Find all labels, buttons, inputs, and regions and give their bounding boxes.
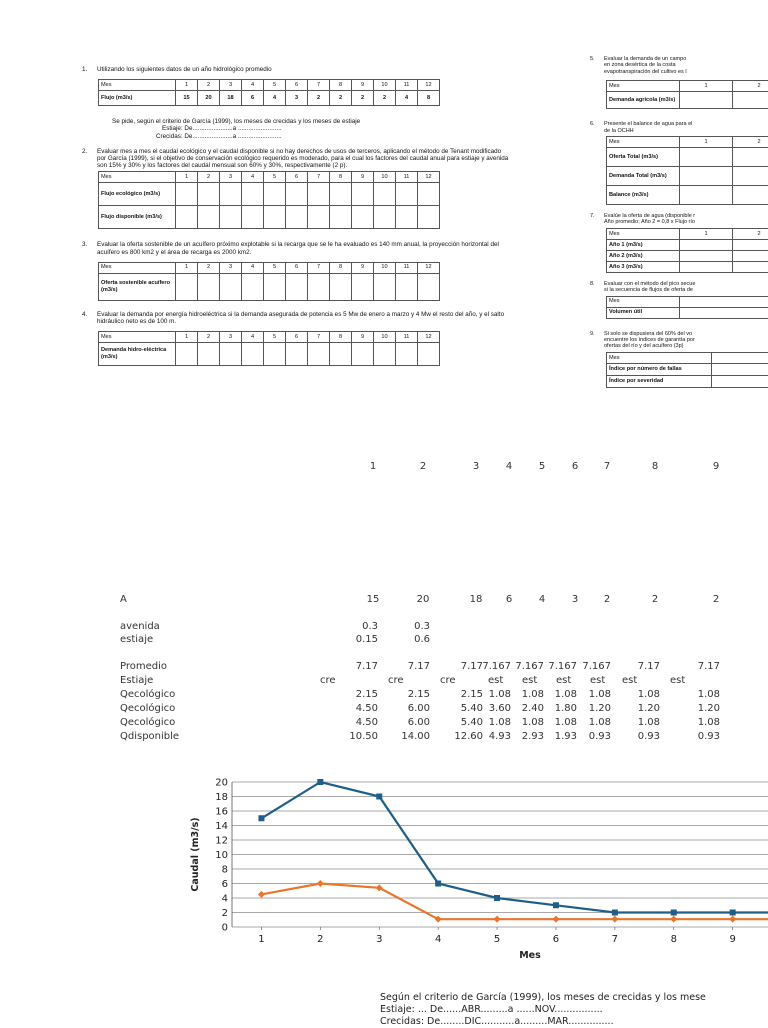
y-tick-label: 10 (215, 850, 228, 861)
value-cell: 18 (220, 91, 242, 106)
answer-line: Crecidas: De........DIC...........a.........MAR............... (380, 1016, 706, 1028)
month-header: Mes (607, 228, 680, 239)
row-label: Qecológico (120, 717, 175, 728)
month-cell: 4 (242, 332, 264, 343)
y-tick-label: 8 (222, 865, 228, 876)
cell-value: 0.6 (370, 634, 430, 645)
value-cell: 20 (198, 91, 220, 106)
row-label: Demanda agrícola (m3/s) (607, 92, 680, 109)
cell-value: 1.80 (517, 703, 577, 714)
data-point (612, 910, 618, 916)
row-label: Demanda Total (m3/s) (607, 167, 680, 186)
data-point (730, 910, 736, 916)
cell-value: 4 (522, 594, 562, 605)
row-label: Flujo ecológico (m3/s) (99, 183, 176, 206)
column-header: 1 (353, 461, 393, 472)
month-cell: 11 (396, 332, 418, 343)
value-cell: 2 (352, 91, 374, 106)
x-tick-label: 9 (729, 934, 735, 945)
cell-value: est (590, 675, 605, 686)
x-tick-label: 8 (671, 934, 677, 945)
row-label: estiaje (120, 634, 153, 645)
month-cell: 6 (286, 172, 308, 183)
x-axis-label: Mes (519, 950, 541, 961)
row-label: Qecológico (120, 689, 175, 700)
cell: 2 (733, 137, 768, 148)
cell-value: est (670, 675, 685, 686)
row-label: Oferta sostenible acuífero (m3/s) (99, 273, 176, 300)
month-cell: 8 (330, 172, 352, 183)
cell-value: 7.17 (370, 661, 430, 672)
series-line (262, 782, 768, 913)
question-text: Evaluar mes a mes el caudal ecológico y el caudal disponible si no hay derechos de usos de terceros, aplicando el método de Tenant modificado por García (1999), si el objetivo de conservación ecológico requerido es moderado, para el cual los factores del caudal anual para estiaje y avenida son 15% y 30% y los factores del caudal mensual son 60% y 30%, respectivamente (2 p). (97, 148, 512, 170)
value-cell: 15 (176, 91, 198, 106)
data-point (258, 891, 265, 898)
row-label: Oferta Total (m3/s) (607, 148, 680, 167)
month-cell: 5 (264, 332, 286, 343)
month-cell: 3 (220, 172, 242, 183)
value-cell: 2 (374, 91, 396, 106)
cell-value: 1.08 (551, 717, 611, 728)
question-number: 3. (82, 241, 97, 248)
month-cell: 3 (220, 332, 242, 343)
month-cell: 1 (176, 80, 198, 91)
month-cell: 4 (242, 80, 264, 91)
month-cell: 4 (242, 262, 264, 273)
month-header: Mes (99, 262, 176, 273)
cell-value: 7.167 (517, 661, 577, 672)
cell-value: 1.08 (600, 717, 660, 728)
data-point (435, 881, 441, 887)
cell-value: 0.93 (660, 731, 720, 742)
value-cell: 3 (286, 91, 308, 106)
column-header: 8 (635, 461, 675, 472)
cell-value: 1.08 (451, 717, 511, 728)
y-tick-label: 18 (215, 792, 228, 803)
question-line: Si solo se dispusiera del 60% del vo (604, 331, 692, 337)
month-cell: 6 (286, 80, 308, 91)
column-header: 7 (587, 461, 627, 472)
month-cell: 1 (176, 262, 198, 273)
month-cell: 7 (308, 172, 330, 183)
series-line (262, 884, 768, 920)
row-label: Qdisponible (120, 731, 179, 742)
cell-value: 1.08 (517, 689, 577, 700)
cell-value: cre (388, 675, 404, 686)
cell-value: 2.15 (423, 689, 483, 700)
column-header: 6 (555, 461, 595, 472)
month-cell: 6 (286, 262, 308, 273)
row-label: avenida (120, 621, 160, 632)
cell-value: 0.3 (370, 621, 430, 632)
data-point (670, 916, 677, 923)
question-number: 5. (590, 56, 604, 62)
cell-value: 5.40 (423, 703, 483, 714)
x-tick-label: 4 (435, 934, 441, 945)
column-header: 2 (403, 461, 443, 472)
cell-value: 2.15 (370, 689, 430, 700)
cell-value: 1.08 (517, 717, 577, 728)
month-cell: 12 (418, 332, 440, 343)
cell: 1 (680, 81, 733, 92)
month-cell: 3 (220, 80, 242, 91)
flow-line-chart (190, 772, 768, 962)
column-header: 3 (456, 461, 496, 472)
month-cell: 4 (242, 172, 264, 183)
cell-value: 4.50 (318, 717, 378, 728)
data-point (611, 916, 618, 923)
question-number: 7. (590, 213, 604, 219)
value-cell: 8 (418, 91, 440, 106)
cell-value: 1.08 (484, 717, 544, 728)
cell: 2 (733, 228, 768, 239)
month-header: Mes (607, 81, 680, 92)
month-cell: 2 (198, 262, 220, 273)
y-tick-label: 20 (215, 778, 228, 789)
month-cell: 7 (308, 80, 330, 91)
row-label: Índice por número de fallas (607, 363, 712, 375)
data-point (317, 779, 323, 785)
month-cell: 10 (374, 80, 396, 91)
cell-value: 2.15 (318, 689, 378, 700)
month-cell: 10 (374, 172, 396, 183)
column-header: 9 (696, 461, 736, 472)
column-header: 5 (522, 461, 562, 472)
question-text: Utilizando los siguientes datos de un año hidrológico promedio (97, 66, 272, 73)
row-label: Qecológico (120, 703, 175, 714)
cell-value: 6.00 (370, 703, 430, 714)
month-cell: 11 (396, 80, 418, 91)
question-number: 8. (590, 281, 604, 287)
row-label: A (120, 594, 127, 605)
month-cell: 9 (352, 80, 374, 91)
value-cell: 6 (242, 91, 264, 106)
cell-value: 0.93 (600, 731, 660, 742)
data-point (317, 880, 324, 887)
y-tick-label: 6 (222, 879, 228, 890)
month-header: Mes (607, 352, 712, 363)
y-tick-label: 14 (215, 821, 228, 832)
x-tick-label: 2 (317, 934, 323, 945)
answer-line: Según el criterio de García (1999), los meses de crecidas y los mese (380, 992, 706, 1004)
row-label: Volumen útil (607, 307, 680, 318)
cell: 2 (733, 81, 768, 92)
value-cell: 2 (308, 91, 330, 106)
question-line: Evalúe la oferta de agua (disponible r (604, 213, 695, 219)
row-label: Año 1 (m3/s) (607, 239, 680, 250)
value-cell: 4 (396, 91, 418, 106)
question-line: Evaluar la demanda de un campo (604, 56, 686, 62)
cell-value: 2.40 (484, 703, 544, 714)
cell-value: 14.00 (370, 731, 430, 742)
data-point (552, 916, 559, 923)
cell-value: 4.50 (318, 703, 378, 714)
cell-value: 2 (587, 594, 627, 605)
data-point (729, 916, 736, 923)
row-label: Año 3 (m3/s) (607, 261, 680, 272)
month-cell: 12 (418, 172, 440, 183)
answer-text (380, 992, 706, 1028)
column-header: 4 (489, 461, 529, 472)
x-tick-label: 5 (494, 934, 500, 945)
x-tick-label: 6 (553, 934, 559, 945)
cell-value: 5.40 (423, 717, 483, 728)
question-line: si la secuencia de flujos de oferta de (604, 287, 693, 293)
question-line: Presente el balance de agua para el (604, 121, 692, 127)
x-tick-label: 1 (258, 934, 264, 945)
month-cell: 2 (198, 332, 220, 343)
month-cell: 5 (264, 80, 286, 91)
cell-value: 1.08 (484, 689, 544, 700)
cell-value: 1.08 (551, 689, 611, 700)
cell-value: 3 (555, 594, 595, 605)
cell-value: est (488, 675, 503, 686)
cell-value: 18 (456, 594, 496, 605)
month-cell: 1 (176, 332, 198, 343)
month-cell: 10 (374, 262, 396, 273)
cell-value: 7.167 (484, 661, 544, 672)
data-point (258, 815, 264, 821)
y-axis-label: Caudal (m3/s) (190, 817, 201, 891)
row-label: Demanda hidro-eléctrica (m3/s) (99, 343, 176, 366)
cell-value: 6 (489, 594, 529, 605)
cell: 1 (680, 137, 733, 148)
cell-value: 0.93 (551, 731, 611, 742)
month-cell: 5 (264, 172, 286, 183)
cell-value: 1.08 (660, 717, 720, 728)
question-line: Evaluar con el método del pico secue (604, 281, 695, 287)
cell-value: est (522, 675, 537, 686)
cell-value: 1.08 (600, 689, 660, 700)
row-label: Promedio (120, 661, 167, 672)
month-cell: 3 (220, 262, 242, 273)
question-number: 6. (590, 121, 604, 127)
question-line: encuentre los índices de garantía por (604, 337, 695, 343)
cell-value: 1.08 (660, 689, 720, 700)
question-line: de la OCHH (604, 128, 634, 134)
question-line: en zona desértica de la costa (604, 62, 676, 68)
flow-label: Flujo (m3/s) (99, 91, 176, 106)
y-tick-label: 12 (215, 836, 228, 847)
cell-value: 1.20 (660, 703, 720, 714)
data-point (376, 794, 382, 800)
cell-value: 2.93 (484, 731, 544, 742)
month-cell: 2 (198, 172, 220, 183)
cell-value: 1.93 (517, 731, 577, 742)
cell-value: est (556, 675, 571, 686)
cell-value: 4.93 (451, 731, 511, 742)
month-cell: 9 (352, 262, 374, 273)
month-header: Mes (99, 332, 176, 343)
question-text: Evaluar la demanda por energía hidroeléctrica si la demanda asegurada de potencia es 5 Mw de enero a marzo y 4 Mw el resto del año, y el salto hidráulico neto es de 100 m. (97, 311, 512, 325)
question-number: 9. (590, 331, 604, 337)
value-cell: 2 (330, 91, 352, 106)
row-label: Índice por severidad (607, 375, 712, 387)
cell-value: 7.167 (451, 661, 511, 672)
q1-ask: Se pide, según el criterio de García (1999), los meses de crecidas y los meses de estiaje (112, 118, 522, 125)
cell: 1 (680, 228, 733, 239)
cell-value: 20 (403, 594, 443, 605)
question-number: 4. (82, 311, 97, 318)
month-cell: 6 (286, 332, 308, 343)
data-point (494, 916, 501, 923)
value-cell: 4 (264, 91, 286, 106)
q1-crecidas: Crecidas: De.......................a ......................... (156, 133, 522, 140)
question-line: Año promedio; Año 2 = 0,8 x Flujo río (604, 219, 695, 225)
cell-value: 1.20 (600, 703, 660, 714)
y-tick-label: 2 (222, 908, 228, 919)
month-cell: 8 (330, 262, 352, 273)
cell-value: 7.17 (423, 661, 483, 672)
row-label: Balance (m3/s) (607, 186, 680, 205)
question-number: 2. (82, 148, 97, 155)
cell-value: est (622, 675, 637, 686)
x-tick-label: 3 (376, 934, 382, 945)
month-cell: 8 (330, 332, 352, 343)
question-line: ofertas del río y del acuífero (3p) (604, 343, 683, 349)
cell-value: 7.17 (600, 661, 660, 672)
month-header: Mes (99, 80, 176, 91)
question-number: 1. (82, 66, 97, 73)
month-cell: 9 (352, 332, 374, 343)
cell-value: 0.3 (318, 621, 378, 632)
row-label: Flujo disponible (m3/s) (99, 206, 176, 229)
month-header: Mes (607, 137, 680, 148)
month-cell: 5 (264, 262, 286, 273)
cell-value: 1.20 (551, 703, 611, 714)
cell-value: 1.08 (451, 689, 511, 700)
y-tick-label: 4 (222, 894, 228, 905)
month-cell: 9 (352, 172, 374, 183)
y-tick-label: 0 (222, 923, 228, 934)
month-cell: 1 (176, 172, 198, 183)
month-cell: 10 (374, 332, 396, 343)
month-cell: 7 (308, 332, 330, 343)
cell-value: cre (320, 675, 336, 686)
row-label: Estiaje (120, 675, 153, 686)
month-cell: 12 (418, 80, 440, 91)
row-label: Año 2 (m3/s) (607, 250, 680, 261)
cell-value: 7.17 (318, 661, 378, 672)
x-tick-label: 7 (612, 934, 618, 945)
data-point (671, 910, 677, 916)
month-header: Mes (99, 172, 176, 183)
cell-value: 6.00 (370, 717, 430, 728)
month-cell: 12 (418, 262, 440, 273)
month-cell: 11 (396, 262, 418, 273)
cell-value: 0.15 (318, 634, 378, 645)
cell-value: cre (440, 675, 456, 686)
month-header: Mes (607, 296, 680, 307)
data-point (494, 895, 500, 901)
month-cell: 2 (198, 80, 220, 91)
cell-value: 10.50 (318, 731, 378, 742)
cell-value: 12.60 (423, 731, 483, 742)
answer-line: Estiaje: ... De......ABR.........a ......NOV................ (380, 1004, 706, 1016)
y-tick-label: 16 (215, 807, 228, 818)
question-text: Evaluar la oferta sostenible de un acuífero próximo explotable si la recarga que se le ha evaluado es 140 mm anual, la proyección horizontal del acuífero es 800 km2 y el área de recarga es 2000 km2. (97, 241, 512, 255)
cell-value: 2 (635, 594, 675, 605)
month-cell: 7 (308, 262, 330, 273)
month-cell: 11 (396, 172, 418, 183)
cell-value: 7.167 (551, 661, 611, 672)
data-point (553, 902, 559, 908)
cell-value: 7.17 (660, 661, 720, 672)
month-cell: 8 (330, 80, 352, 91)
cell-value: 2 (696, 594, 736, 605)
cell-value: 15 (353, 594, 393, 605)
question-line: evapotranspiración del cultivo es l (604, 69, 687, 75)
q1-estiaje: Estiaje: De.......................a ......................... (162, 125, 522, 132)
cell-value: 3.60 (451, 703, 511, 714)
